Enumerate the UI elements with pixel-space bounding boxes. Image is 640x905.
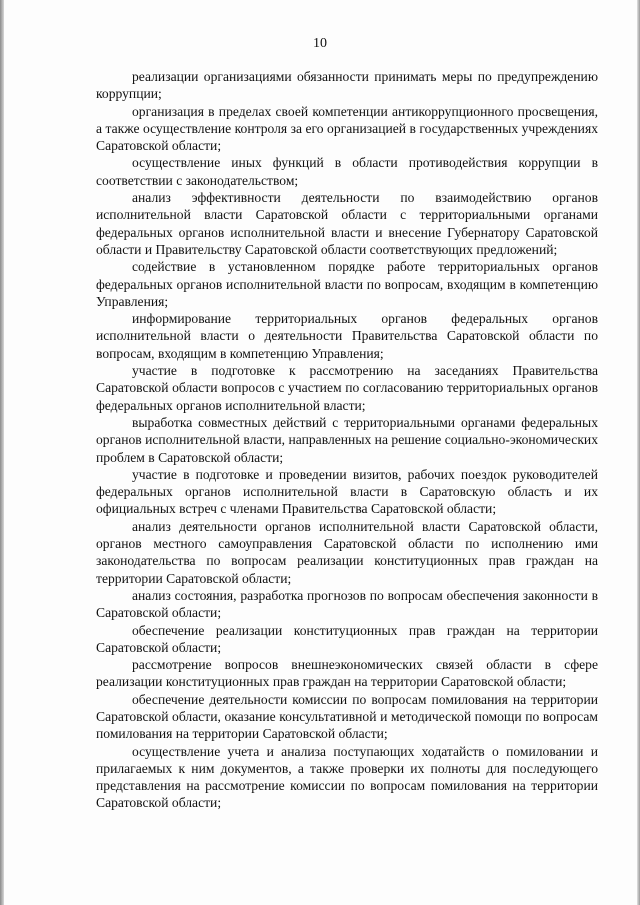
document-body — [96, 68, 598, 812]
paragraph: анализ состояния, разработка прогнозов по вопросам обеспечения законности в Саратовской области; — [96, 587, 598, 621]
paragraph: обеспечение реализации конституционных прав граждан на территории Саратовской области; — [96, 622, 598, 655]
paragraph: участие в подготовке к рассмотрению на заседаниях Правительства Саратовской области вопросов с участием по согласованию территориальных органов федеральных органов исполнительной власти; — [96, 363, 598, 413]
paragraph: участие в подготовке и проведении визитов, рабочих поездок руководителей федеральных органов исполнительной власти в Саратовскую область и их официальных встреч с членами Правительства Саратовской области; — [96, 466, 598, 517]
paragraph: информирование территориальных органов федеральных органов исполнительной власти о деятельности Правительства Саратовской области по вопросам, входящим в компетенцию Управления; — [96, 311, 598, 361]
paragraph: организация в пределах своей компетенции антикоррупционного просвещения, а также осуществление контроля за его организацией в государственных учреждениях Саратовской области; — [96, 103, 598, 154]
scan-edge-left — [0, 0, 4, 905]
paragraph: осуществление иных функций в области противодействия коррупции в соответствии с законодательством; — [96, 155, 598, 188]
paragraph: рассмотрение вопросов внешнеэкономических связей области в сфере реализации конституционных прав граждан на территории Саратовской области; — [96, 657, 598, 690]
paragraph: выработка совместных действий с территориальными органами федеральных органов исполнительной власти, направленных на решение социально-экономических проблем в Саратовской области; — [96, 414, 598, 465]
paragraph: содействие в установленном порядке работе территориальных органов федеральных органов исполнительной власти по вопросам, входящим в компетенцию Управления; — [96, 259, 598, 309]
paragraph: анализ эффективности деятельности по взаимодействию органов исполнительной власти Саратовской области с территориальными органами федеральных органов исполнительной власти и внесение Губернатору Саратовской области и Правительству Саратовской области соответствующих предложений; — [96, 190, 598, 257]
paragraph: анализ деятельности органов исполнительной власти Саратовской области, органов местного самоуправления Саратовской области по исполнению ими законодательства по вопросам реализации конституционных прав граждан на территории Саратовской области; — [96, 518, 598, 586]
paragraph: реализации организациями обязанности принимать меры по предупреждению коррупции; — [96, 69, 598, 102]
paragraph: обеспечение деятельности комиссии по вопросам помилования на территории Саратовской области, оказание консультативной и методической помощи по вопросам помилования на территории Саратовской области; — [96, 691, 598, 742]
paragraph: осуществление учета и анализа поступающих ходатайств о помиловании и прилагаемых к ним документов, а также проверки их полноты для последующего представления на рассмотрение комиссии по вопросам помилования на территории Саратовской области; — [96, 743, 598, 811]
page-number: 10 — [313, 36, 327, 51]
